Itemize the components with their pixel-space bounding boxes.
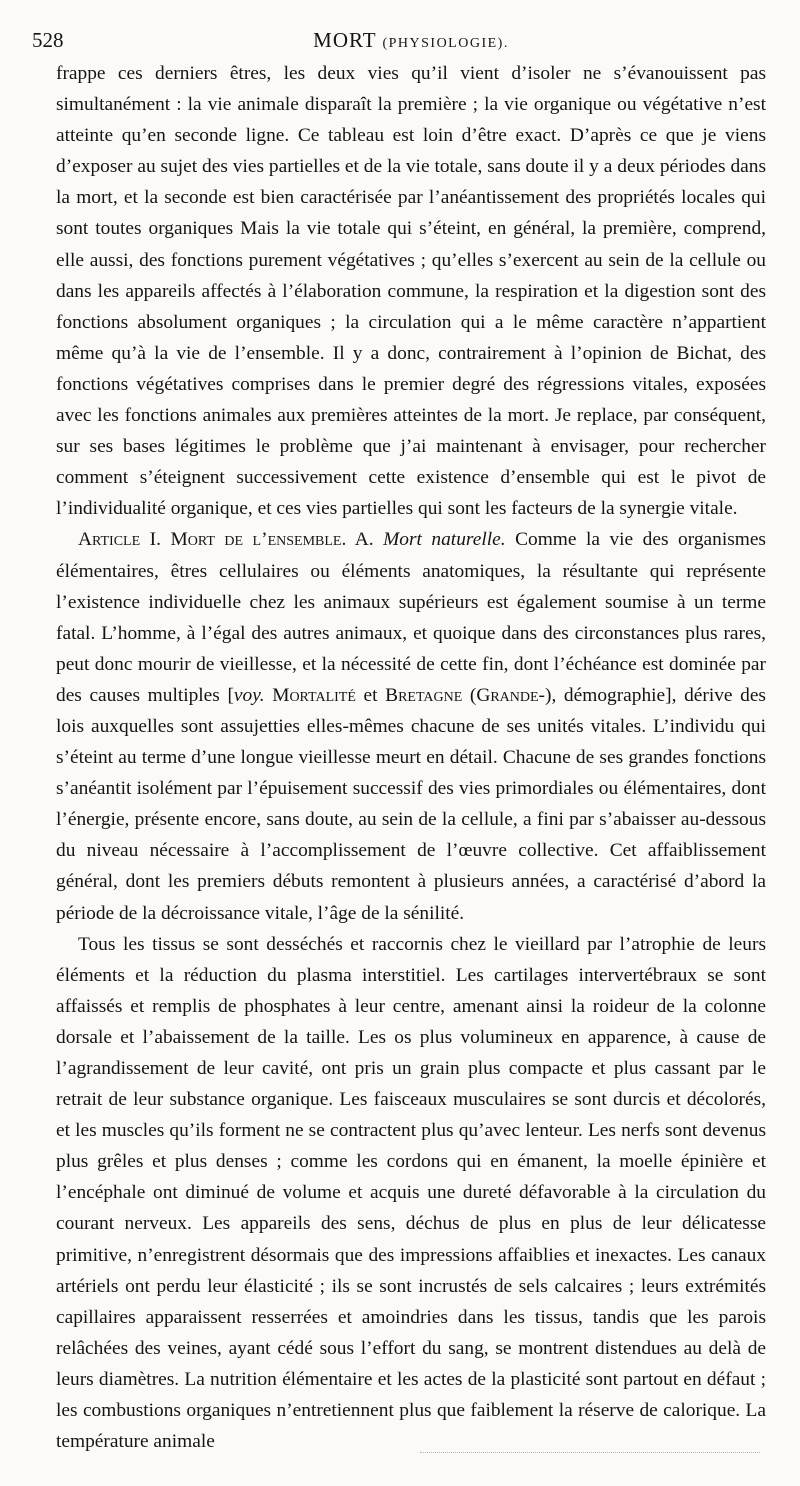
cross-reference-voy: voy.: [233, 684, 265, 706]
header-subtitle: (PHYSIOLOGIE).: [382, 36, 509, 51]
section-subheading: Mort naturelle.: [383, 529, 506, 551]
cross-reference-bretagne: Bretagne (Grande-): [385, 684, 552, 706]
document-page: [32, 22, 766, 1457]
cross-reference-demographie: , démographie: [551, 684, 666, 706]
footer-dotted-rule: [420, 1452, 760, 1453]
cross-reference-conjunction: et: [363, 684, 378, 706]
paragraph-article-one: [56, 524, 766, 928]
section-letter: A.: [354, 529, 374, 551]
page-number: 528: [32, 28, 64, 52]
running-header: [32, 22, 766, 58]
header-title: MORT: [313, 28, 377, 52]
article-label: Article I.: [78, 529, 161, 551]
cross-reference-mortalite: Mortalité: [272, 684, 356, 706]
running-title: [56, 28, 766, 53]
article-heading: Mort de l’ensemble.: [170, 529, 347, 551]
paragraph-old-age-tissues: Tous les tissus se sont desséchés et raccornis chez le vieillard par l’atrophie de leurs éléments et la réduction du plasma interstitiel. Les cartilages intervertébraux se sont affaissés et remplis de phosphates à leur centre, amenant ainsi la roideur de la colonne dorsale et l’abaissement de la taille. Les os plus volumineux en apparence, à cause de l’agrandissement de leur cavité, ont pris un grain plus compacte et plus cassant par le retrait de leur substance organique. Les faisceaux musculaires se sont durcis et décolorés, et les muscles qu’ils forment ne se contractent plus qu’avec lenteur. Les nerfs sont devenus plus grêles et plus denses ; comme les cordons qui en émanent, la moelle épinière et l’encéphale ont diminué de volume et acquis une dureté défavorable à la circulation du courant nerveux. Les appareils des sens, déchus de plus en plus de leur délicatesse primitive, n’enregistrent désormais que des impressions affaiblies et inexactes. Les canaux artériels ont perdu leur élasticité ; ils se sont incrustés de sels calcaires ; leurs extrémités capillaires apparaissent resserrées et amoindries dans les tissus, tandis que les parois relâchées des veines, ayant cédé sous l’effort du sang, se montrent distendues au delà de leurs diamètres. La nutrition élémentaire et les actes de la plasticité sont partout en défaut ; les combustions organiques n’entretiennent plus que faiblement la réserve de calorique. La température animale: [56, 933, 766, 1453]
paragraph-continuation: frappe ces derniers êtres, les deux vies qu’il vient d’isoler ne s’évanouissent pas simultanément : la vie animale disparaît la première ; la vie organique ou végétative n’est atteinte qu’en seconde ligne. Ce tableau est loin d’être exact. D’après ce que je viens d’exposer au sujet des vies partielles et de la vie totale, sans doute il y a deux périodes dans la mort, et la seconde est bien caractérisée par l’anéantissement des propriétés locales qui sont toutes organiques Mais la vie totale qui s’éteint, en général, la première, comprend, elle aussi, des fonctions purement végétatives ; qu’elles s’exercent au sein de la cellule ou dans les appareils affectés à l’élaboration commune, la respiration et la digestion sont des fonctions absolument organiques ; la circulation qui a le même caractère n’appartient même qu’à la vie de l’ensemble. Il y a donc, contrairement à l’opinion de Bichat, des fonctions végétatives comprises dans le premier degré des régressions vitales, exposées avec les fonctions animales aux premières atteintes de la mort. Je replace, par conséquent, sur ses bases légitimes le problème que j’ai maintenant à envisager, pour rechercher comment s’éteignent successivement cette existence d’ensemble qui est le pivot de l’individualité organique, et ces vies partielles qui sont les facteurs de la synergie vitale.: [56, 63, 766, 520]
paragraph-text-continued: ], dérive des lois auxquelles sont assujetties elles-mêmes chacune de ses unités vitales. L’individu qui s’éteint au terme d’une longue vieillesse meurt en détail. Chacune de ses grandes fonctions s’anéantit isolément par l’épuisement successif des vies primordiales ou élémentaires, dont l’énergie, présente encore, sans doute, au sein de la cellule, a fini par s’abaisser au-dessous du niveau nécessaire à l’accomplissement de l’œuvre collective. Cet affaiblissement général, dont les premiers débuts remontent à plusieurs années, a caractérisé d’abord la période de la décroissance vitale, l’âge de la sénilité.: [56, 684, 766, 924]
paragraph-text: Comme la vie des organismes élémentaires, êtres cellulaires ou éléments anatomiques, la résultante qui représente l’existence individuelle chez les animaux supérieurs est également soumise à un terme fatal. L’homme, à l’égal des autres animaux, et quoique dans des circonstances plus rares, peut donc mourir de vieillesse, et la nécessité de cette fin, dont l’échéance est dominée par des causes multiples [: [56, 529, 766, 706]
body-text: [56, 58, 766, 1457]
